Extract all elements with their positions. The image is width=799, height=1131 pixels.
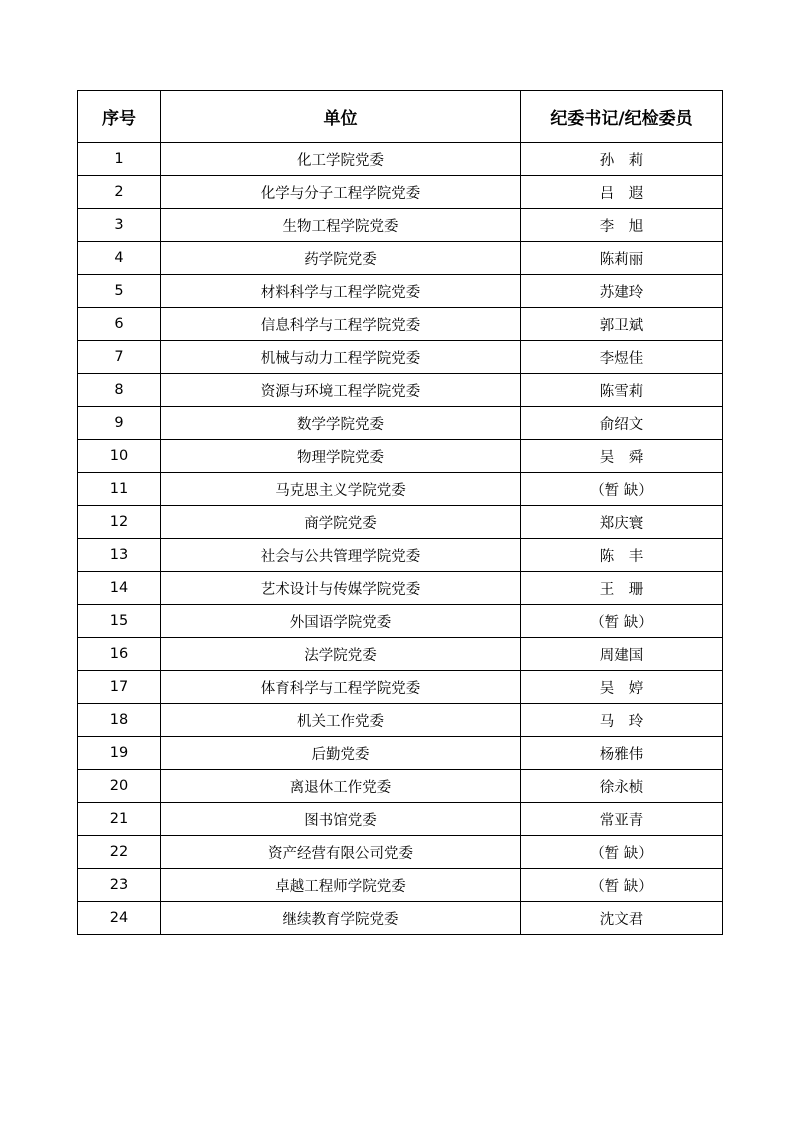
- secretary-member-cell: 吴 舜: [521, 440, 723, 473]
- serial-number-cell: 4: [78, 242, 161, 275]
- unit-cell: 离退休工作党委: [161, 770, 521, 803]
- serial-number-cell: 23: [78, 869, 161, 902]
- unit-cell: 图书馆党委: [161, 803, 521, 836]
- unit-cell: 生物工程学院党委: [161, 209, 521, 242]
- unit-cell: 法学院党委: [161, 638, 521, 671]
- secretary-member-cell: 常亚青: [521, 803, 723, 836]
- table-row: [78, 902, 723, 935]
- unit-cell: 药学院党委: [161, 242, 521, 275]
- secretary-member-cell: 吕 遐: [521, 176, 723, 209]
- unit-cell: 卓越工程师学院党委: [161, 869, 521, 902]
- serial-number-cell: 18: [78, 704, 161, 737]
- secretary-member-cell: 陈莉丽: [521, 242, 723, 275]
- unit-cell: 数学学院党委: [161, 407, 521, 440]
- serial-number-cell: 5: [78, 275, 161, 308]
- table-row: [78, 671, 723, 704]
- serial-number-cell: 11: [78, 473, 161, 506]
- table-row: [78, 440, 723, 473]
- unit-cell: 机械与动力工程学院党委: [161, 341, 521, 374]
- serial-number-cell: 14: [78, 572, 161, 605]
- serial-number-cell: 10: [78, 440, 161, 473]
- serial-number-cell: 21: [78, 803, 161, 836]
- serial-number-cell: 15: [78, 605, 161, 638]
- secretary-member-cell: （暂 缺）: [521, 473, 723, 506]
- secretary-member-cell: 李 旭: [521, 209, 723, 242]
- secretary-member-cell: 吴 婷: [521, 671, 723, 704]
- serial-number-cell: 19: [78, 737, 161, 770]
- secretary-member-cell: 李煜佳: [521, 341, 723, 374]
- table-row: [78, 737, 723, 770]
- serial-number-cell: 13: [78, 539, 161, 572]
- table-row: [78, 506, 723, 539]
- secretary-member-cell: 周建国: [521, 638, 723, 671]
- table-row: [78, 704, 723, 737]
- serial-number-cell: 6: [78, 308, 161, 341]
- secretary-member-cell: 郭卫斌: [521, 308, 723, 341]
- serial-number-cell: 12: [78, 506, 161, 539]
- unit-cell: 化学与分子工程学院党委: [161, 176, 521, 209]
- table-row: [78, 539, 723, 572]
- secretary-member-cell: 徐永桢: [521, 770, 723, 803]
- serial-number-cell: 2: [78, 176, 161, 209]
- unit-cell: 马克思主义学院党委: [161, 473, 521, 506]
- unit-cell: 物理学院党委: [161, 440, 521, 473]
- table-row: [78, 836, 723, 869]
- discipline-committee-table: [77, 90, 723, 935]
- serial-number-cell: 3: [78, 209, 161, 242]
- secretary-member-cell: 陈 丰: [521, 539, 723, 572]
- unit-cell: 资源与环境工程学院党委: [161, 374, 521, 407]
- serial-number-cell: 16: [78, 638, 161, 671]
- secretary-member-cell: 杨雅伟: [521, 737, 723, 770]
- header-serial-number: 序号: [78, 91, 161, 143]
- table-row: [78, 638, 723, 671]
- table-row: [78, 209, 723, 242]
- secretary-member-cell: 俞绍文: [521, 407, 723, 440]
- secretary-member-cell: 马 玲: [521, 704, 723, 737]
- table-row: [78, 473, 723, 506]
- serial-number-cell: 24: [78, 902, 161, 935]
- table-row: [78, 770, 723, 803]
- secretary-member-cell: （暂 缺）: [521, 836, 723, 869]
- table-row: [78, 803, 723, 836]
- unit-cell: 艺术设计与传媒学院党委: [161, 572, 521, 605]
- serial-number-cell: 8: [78, 374, 161, 407]
- unit-cell: 后勤党委: [161, 737, 521, 770]
- unit-cell: 化工学院党委: [161, 143, 521, 176]
- serial-number-cell: 1: [78, 143, 161, 176]
- serial-number-cell: 9: [78, 407, 161, 440]
- table-header-row: [78, 91, 723, 143]
- unit-cell: 社会与公共管理学院党委: [161, 539, 521, 572]
- secretary-member-cell: （暂 缺）: [521, 605, 723, 638]
- table-row: [78, 572, 723, 605]
- table-row: [78, 374, 723, 407]
- serial-number-cell: 17: [78, 671, 161, 704]
- unit-cell: 资产经营有限公司党委: [161, 836, 521, 869]
- table-row: [78, 176, 723, 209]
- table-row: [78, 308, 723, 341]
- secretary-member-cell: 王 珊: [521, 572, 723, 605]
- serial-number-cell: 7: [78, 341, 161, 374]
- secretary-member-cell: （暂 缺）: [521, 869, 723, 902]
- unit-cell: 继续教育学院党委: [161, 902, 521, 935]
- secretary-member-cell: 郑庆寰: [521, 506, 723, 539]
- table-row: [78, 143, 723, 176]
- secretary-member-cell: 孙 莉: [521, 143, 723, 176]
- secretary-member-cell: 沈文君: [521, 902, 723, 935]
- secretary-member-cell: 陈雪莉: [521, 374, 723, 407]
- unit-cell: 商学院党委: [161, 506, 521, 539]
- serial-number-cell: 22: [78, 836, 161, 869]
- table-row: [78, 242, 723, 275]
- table-row: [78, 275, 723, 308]
- table-row: [78, 407, 723, 440]
- unit-cell: 信息科学与工程学院党委: [161, 308, 521, 341]
- header-secretary-member: 纪委书记/纪检委员: [521, 91, 723, 143]
- header-unit: 单位: [161, 91, 521, 143]
- unit-cell: 外国语学院党委: [161, 605, 521, 638]
- table-row: [78, 869, 723, 902]
- table-row: [78, 341, 723, 374]
- unit-cell: 体育科学与工程学院党委: [161, 671, 521, 704]
- table-body: [78, 143, 723, 935]
- serial-number-cell: 20: [78, 770, 161, 803]
- unit-cell: 材料科学与工程学院党委: [161, 275, 521, 308]
- secretary-member-cell: 苏建玲: [521, 275, 723, 308]
- table-row: [78, 605, 723, 638]
- unit-cell: 机关工作党委: [161, 704, 521, 737]
